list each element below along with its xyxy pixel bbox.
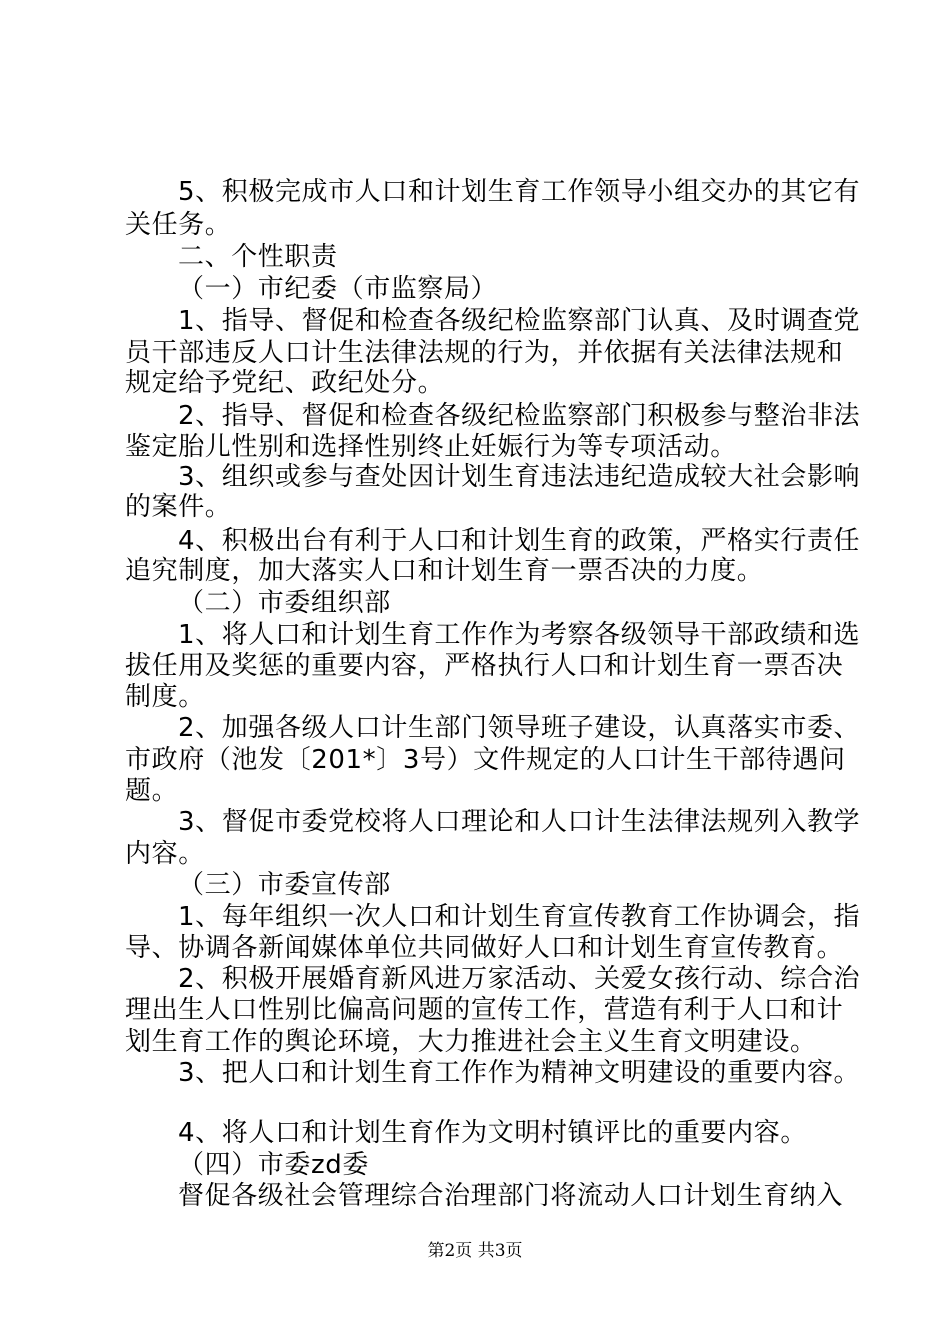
page-footer: 第2页 共3页	[427, 1241, 523, 1261]
subsection-heading: （一）市纪委（市监察局）	[178, 274, 498, 304]
text-line-19: 市政府（池发〔201*〕3号）文件规定的人口计生干部待遇问	[125, 745, 846, 775]
subsection-heading: （四）市委zd委	[178, 1150, 369, 1180]
text-line-10: 3、组织或参与查处因计划生育违法违纪造成较大社会影响	[178, 462, 861, 492]
text-line-9: 鉴定胎儿性别和选择性别终止妊娠行为等专项活动。	[125, 432, 737, 462]
text-line-12: 4、积极出台有利于人口和计划生育的政策，严格实行责任	[178, 526, 861, 556]
text-line-7: 规定给予党纪、政纪处分。	[125, 368, 445, 398]
text-line-5: 1、指导、督促和检查各级纪检监察部门认真、及时调查党	[178, 306, 861, 336]
text-line-16: 拔任用及奖惩的重要内容，严格执行人口和计划生育一票否决	[125, 651, 844, 681]
text-line-11: 的案件。	[125, 492, 232, 522]
subsection-heading: （二）市委组织部	[178, 588, 391, 618]
text-line-32: 督促各级社会管理综合治理部门将流动人口计划生育纳入	[178, 1181, 844, 1211]
text-line-20: 题。	[125, 776, 179, 806]
text-line-30: 4、将人口和计划生育作为文明村镇评比的重要内容。	[178, 1118, 807, 1148]
text-line-2: 关任务。	[125, 210, 232, 240]
text-line-6: 员干部违反人口计生法律法规的行为，并依据有关法律法规和	[125, 338, 844, 368]
text-line-28: 划生育工作的舆论环境，大力推进社会主义生育文明建设。	[125, 1027, 817, 1057]
text-line-22: 内容。	[125, 839, 205, 869]
section-heading: 二、个性职责	[178, 242, 338, 272]
text-line-29: 3、把人口和计划生育工作作为精神文明建设的重要内容。	[178, 1058, 861, 1088]
text-line-25: 导、协调各新闻媒体单位共同做好人口和计划生育宣传教育。	[125, 933, 844, 963]
text-line-13: 追究制度，加大落实人口和计划生育一票否决的力度。	[125, 556, 764, 586]
text-line-15: 1、将人口和计划生育工作作为考察各级领导干部政绩和选	[178, 620, 861, 650]
text-line-1: 5、积极完成市人口和计划生育工作领导小组交办的其它有	[178, 177, 861, 207]
text-line-17: 制度。	[125, 682, 205, 712]
text-line-27: 理出生人口性别比偏高问题的宣传工作，营造有利于人口和计	[125, 995, 844, 1025]
subsection-heading: （三）市委宣传部	[178, 870, 391, 900]
text-line-26: 2、积极开展婚育新风进万家活动、关爱女孩行动、综合治	[178, 964, 861, 994]
text-line-8: 2、指导、督促和检查各级纪检监察部门积极参与整治非法	[178, 401, 861, 431]
text-line-21: 3、督促市委党校将人口理论和人口计生法律法规列入教学	[178, 807, 861, 837]
text-line-18: 2、加强各级人口计生部门领导班子建设，认真落实市委、	[178, 713, 861, 743]
text-line-24: 1、每年组织一次人口和计划生育宣传教育工作协调会，指	[178, 902, 861, 932]
